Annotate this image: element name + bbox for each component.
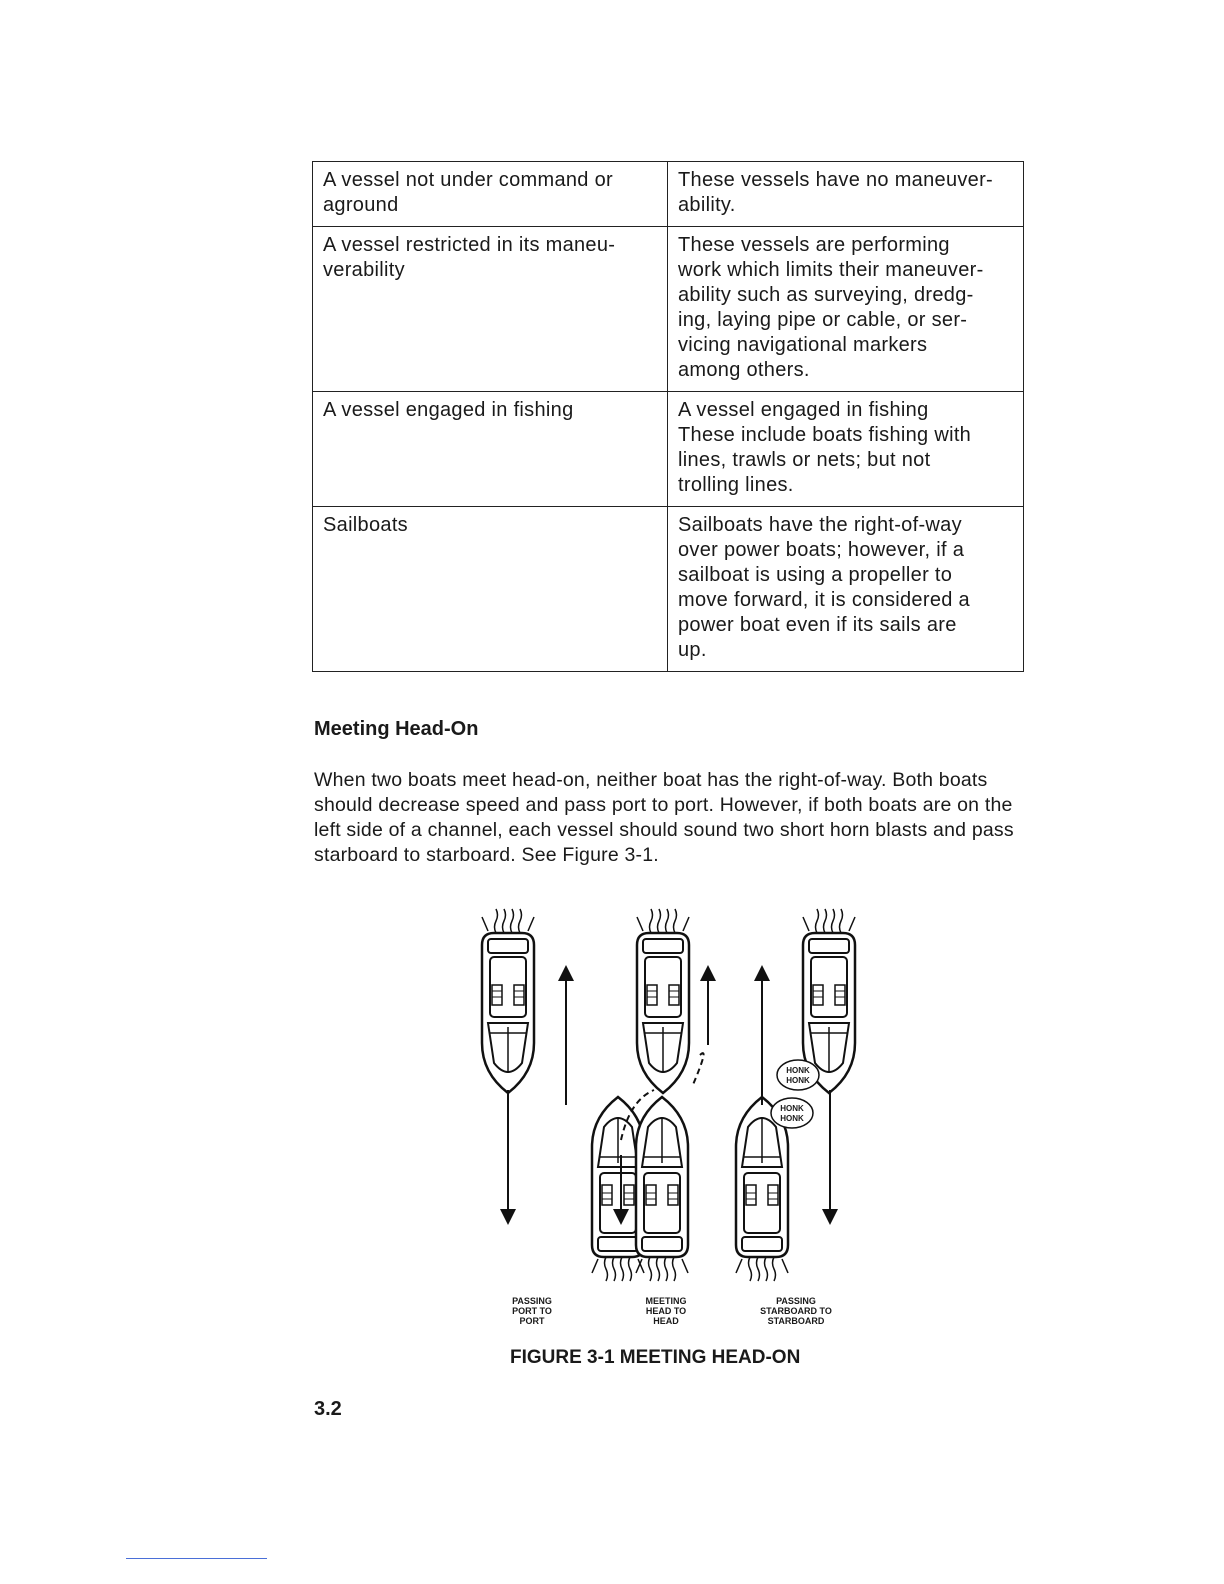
table-row [313, 507, 1024, 672]
meeting-head-label: MEETING HEAD TO HEAD [645, 1296, 687, 1326]
section-heading: Meeting Head-On [314, 718, 479, 740]
honk-bubble-text: HONK HONK [786, 1066, 810, 1085]
figure-title: FIGURE 3-1 MEETING HEAD-ON [510, 1347, 801, 1368]
vessel-type-cell: A vessel engaged in fishing [313, 392, 668, 507]
boats-diagram [470, 895, 870, 1295]
honk-bubble-text: HONK HONK [780, 1104, 804, 1123]
vessel-type-cell: A vessel restricted in its maneu- verability [313, 227, 668, 392]
vessel-description-cell: These vessels are performing work which limits their maneuver- ability such as surveying, dredg- ing, laying pipe or cable, or ser- vicing navigational markers among others. [668, 227, 1024, 392]
vessel-type-cell: A vessel not under command or aground [313, 162, 668, 227]
vessel-description-cell: A vessel engaged in fishing These include boats fishing with lines, trawls or nets; but not trolling lines. [668, 392, 1024, 507]
passing-port-label: PASSING PORT TO PORT [512, 1296, 552, 1326]
table-row [313, 392, 1024, 507]
footer-rule [126, 1558, 267, 1559]
page-number: 3.2 [314, 1398, 342, 1420]
passing-starboard-label: PASSING STARBOARD TO STARBOARD [760, 1296, 832, 1326]
table-row [313, 227, 1024, 392]
table-row [313, 162, 1024, 227]
meeting-head-on-figure [470, 895, 870, 1335]
section-body-text: When two boats meet head-on, neither boat has the right-of-way. Both boats should decrease speed and pass port to port. However, if both boats are on the left side of a channel, each vessel should sound two short horn blasts and pass starboard to starboard. See Figure 3-1. [314, 769, 1014, 866]
vessel-type-cell: Sailboats [313, 507, 668, 672]
vessel-description-cell: Sailboats have the right-of-way over power boats; however, if a sailboat is using a propeller to move forward, it is considered a power boat even if its sails are up. [668, 507, 1024, 672]
vessel-description-cell: These vessels have no maneuver- ability. [668, 162, 1024, 227]
vessel-rules-table [312, 161, 1024, 672]
